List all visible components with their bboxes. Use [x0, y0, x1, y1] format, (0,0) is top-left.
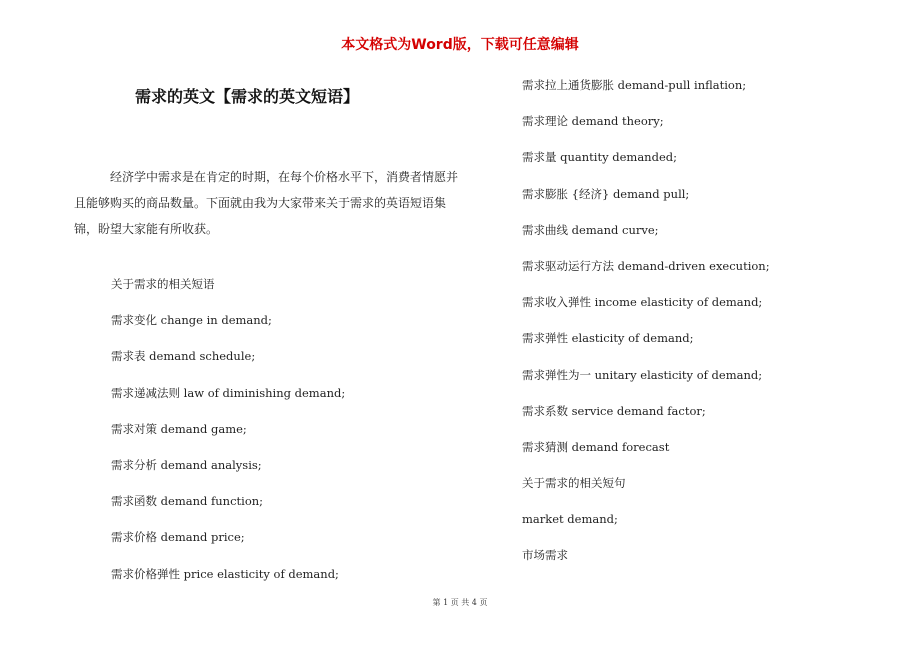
list-item: 需求对策 demand game; — [111, 421, 247, 436]
list-item: 需求系数 service demand factor; — [522, 403, 706, 418]
intro-paragraph: 经济学中需求是在肯定的时期，在每个价格水平下，消费者情愿并且能够购买的商品数量。下面就由我为大家带来关于需求的英语短语集锦，盼望大家能有所收获。 — [74, 170, 459, 236]
list-item: 市场需求 — [522, 548, 568, 563]
list-item: 需求价格 demand price; — [111, 530, 245, 545]
list-item: 需求变化 change in demand; — [111, 313, 272, 328]
list-item: 关于需求的相关短语 — [111, 277, 215, 291]
list-item: 需求猜测 demand forecast — [522, 439, 670, 454]
right-column — [522, 77, 770, 584]
word-format-banner: 本文格式为Word版，下载可任意编辑 — [341, 37, 579, 53]
list-item: 需求分析 demand analysis; — [111, 457, 262, 472]
list-item: 需求收入弹性 income elasticity of demand; — [522, 295, 763, 310]
list-item: 需求递减法则 law of diminishing demand; — [111, 385, 346, 400]
list-item: 需求驱动运行方法 demand-driven execution; — [522, 258, 770, 273]
document-title: 需求的英文【需求的英文短语】 — [135, 87, 360, 106]
list-item: 需求价格弹性 price elasticity of demand; — [111, 566, 339, 581]
left-column — [111, 276, 345, 602]
list-item: 需求拉上通货膨胀 demand-pull inflation; — [522, 78, 747, 92]
list-item: 需求弹性为一 unitary elasticity of demand; — [522, 367, 763, 382]
list-item: 需求函数 demand function; — [111, 494, 264, 509]
list-item: 需求理论 demand theory; — [522, 114, 664, 129]
list-item: 关于需求的相关短句 — [522, 476, 626, 491]
list-item: 需求量 quantity demanded; — [522, 150, 677, 165]
list-item: 需求曲线 demand curve; — [522, 222, 659, 237]
list-item: 需求膨胀 {经济} demand pull; — [522, 186, 690, 201]
list-item: 需求弹性 elasticity of demand; — [522, 331, 694, 346]
list-item: 需求表 demand schedule; — [111, 349, 256, 364]
page-indicator: 第 1 页 共 4 页 — [432, 598, 488, 607]
list-item: market demand; — [522, 512, 618, 527]
